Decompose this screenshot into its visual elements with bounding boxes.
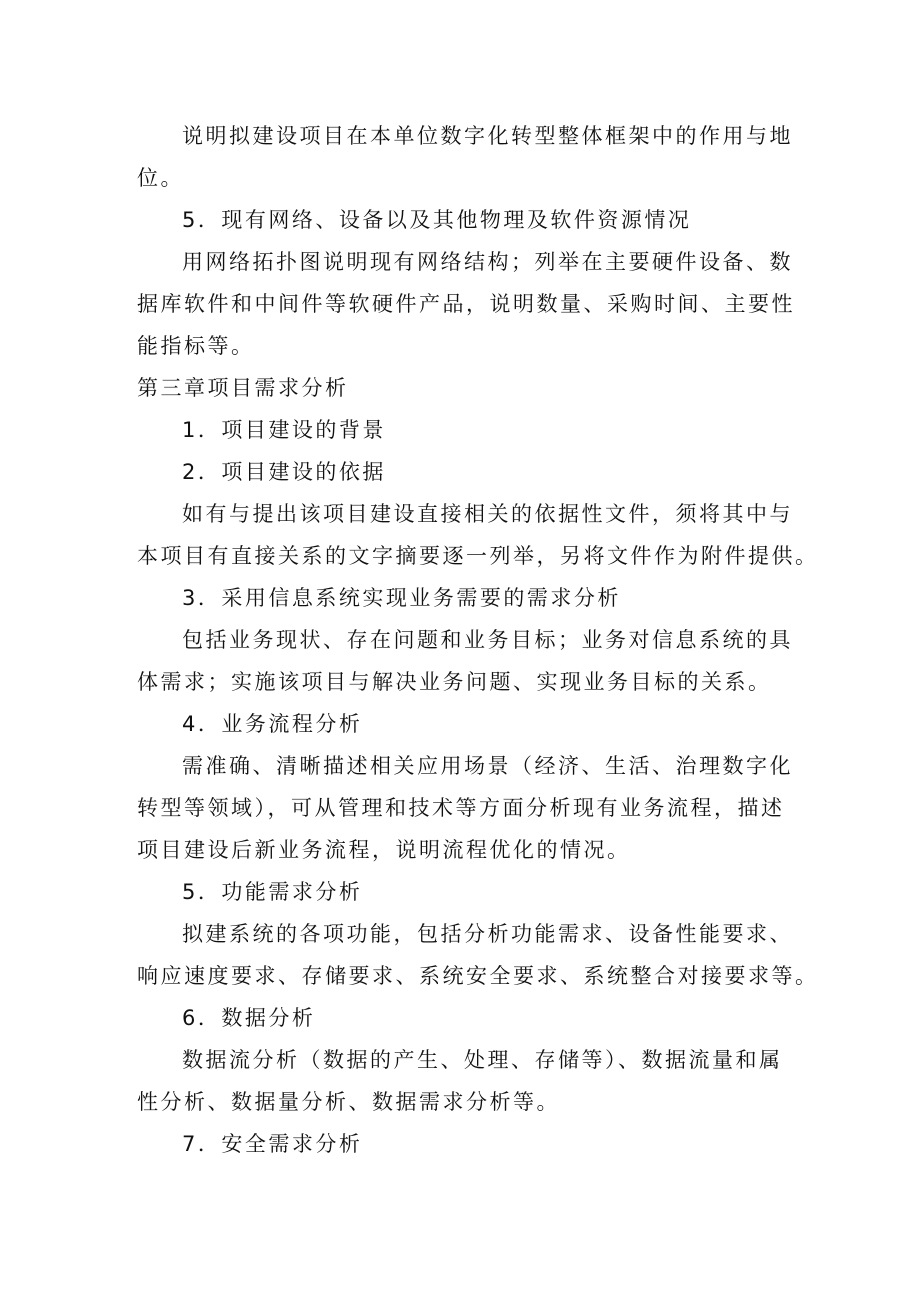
- paragraph-line: 本项目有直接关系的文字摘要逐一列举，另将文件作为附件提供。: [137, 544, 819, 568]
- section-heading: 5．现有网络、设备以及其他物理及软件资源情况: [182, 208, 692, 232]
- section-heading: 2．项目建设的依据: [182, 460, 386, 484]
- paragraph-line: 项目建设后新业务流程，说明流程优化的情况。: [137, 838, 631, 862]
- paragraph-line: 包括业务现状、存在问题和业务目标；业务对信息系统的具: [182, 628, 793, 652]
- paragraph-line: 体需求；实施该项目与解决业务问题、实现业务目标的关系。: [137, 670, 772, 694]
- paragraph-line: 说明拟建设项目在本单位数字化转型整体框架中的作用与地: [182, 124, 793, 148]
- paragraph-line: 需准确、清晰描述相关应用场景（经济、生活、治理数字化: [182, 754, 793, 778]
- section-heading: 5．功能需求分析: [182, 880, 363, 904]
- paragraph-line: 拟建系统的各项功能，包括分析功能需求、设备性能要求、: [182, 922, 793, 946]
- paragraph-line: 据库软件和中间件等软硬件产品，说明数量、采购时间、主要性: [137, 292, 795, 316]
- chapter-heading: 第三章项目需求分析: [137, 376, 349, 400]
- paragraph-line: 如有与提出该项目建设直接相关的依据性文件，须将其中与: [182, 502, 793, 526]
- paragraph-line: 性分析、数据量分析、数据需求分析等。: [137, 1090, 560, 1114]
- paragraph-line: 位。: [137, 166, 184, 190]
- section-heading: 3．采用信息系统实现业务需要的需求分析: [182, 586, 621, 610]
- paragraph-line: 转型等领域），可从管理和技术等方面分析现有业务流程，描述: [137, 796, 785, 820]
- paragraph-line: 用网络拓扑图说明现有网络结构；列举在主要硬件设备、数: [182, 250, 793, 274]
- section-heading: 7．安全需求分析: [182, 1132, 363, 1156]
- paragraph-line: 响应速度要求、存储要求、系统安全要求、系统整合对接要求等。: [137, 964, 819, 988]
- paragraph-line: 数据流分析（数据的产生、处理、存储等）、数据流量和属: [182, 1048, 783, 1072]
- section-heading: 6．数据分析: [182, 1006, 316, 1030]
- section-heading: 1．项目建设的背景: [182, 418, 386, 442]
- paragraph-line: 能指标等。: [137, 334, 255, 358]
- section-heading: 4．业务流程分析: [182, 712, 363, 736]
